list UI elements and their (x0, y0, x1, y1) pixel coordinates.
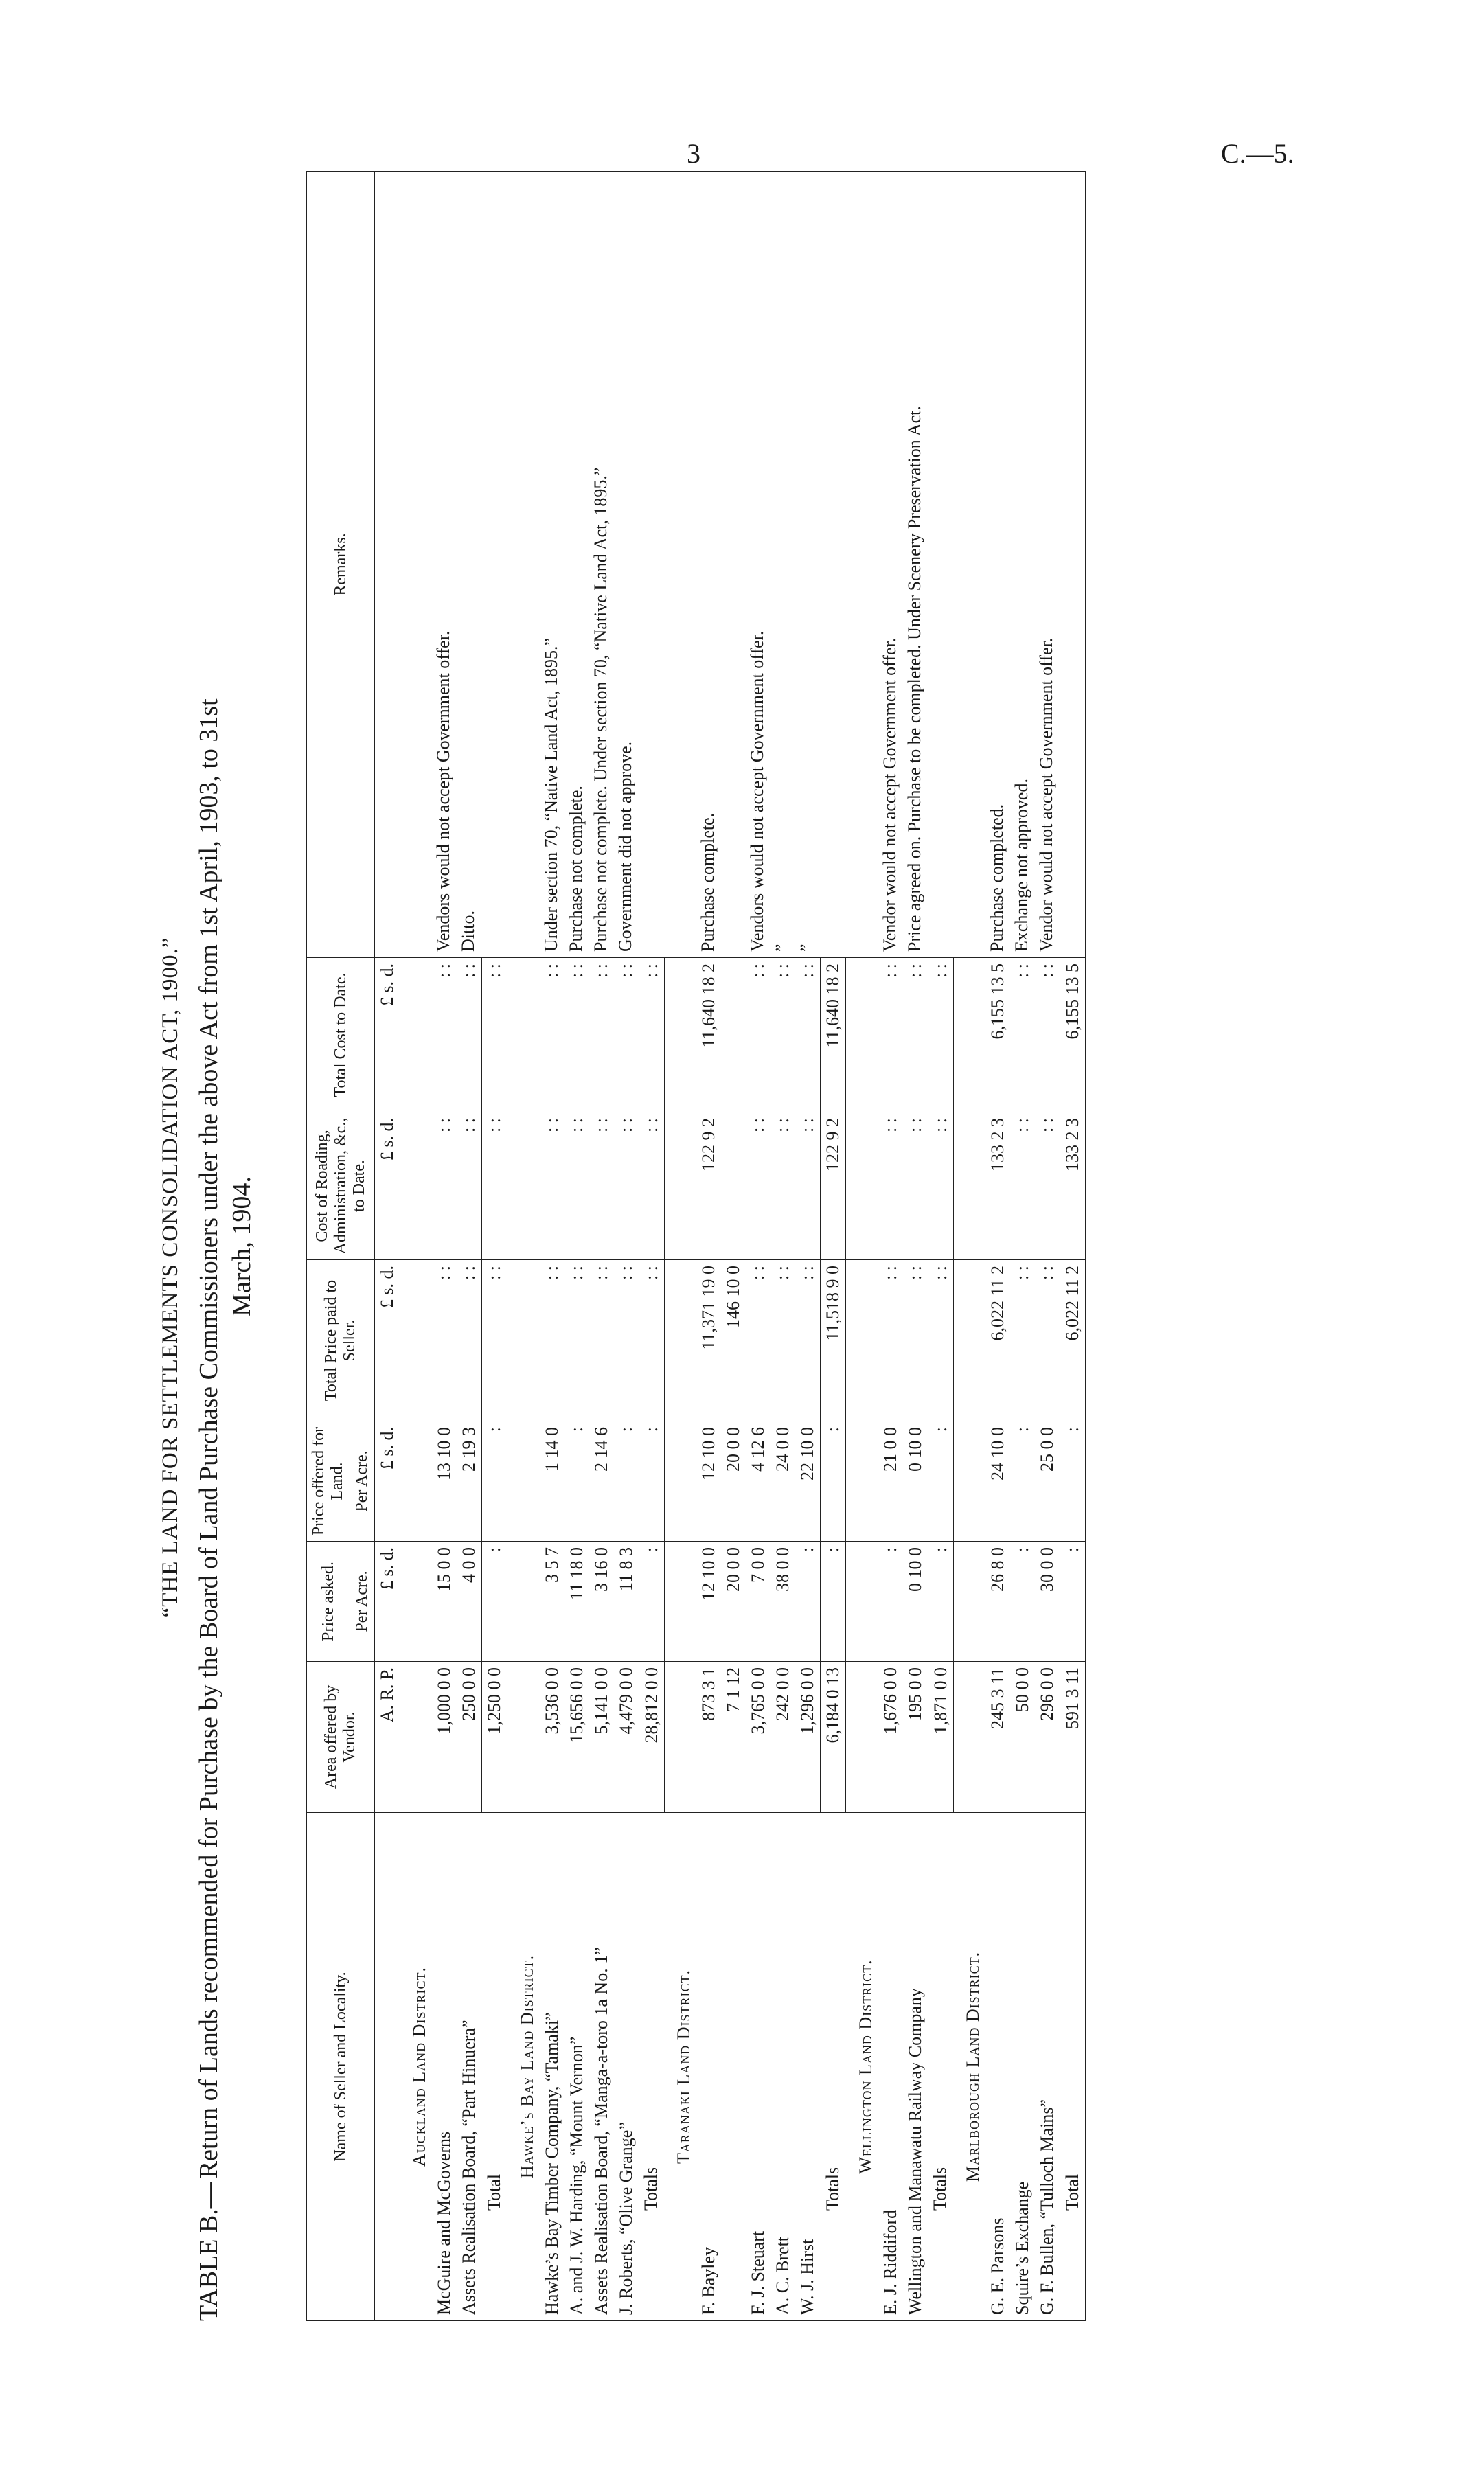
empty-cell (953, 172, 985, 958)
cost-roading: 133 2 3 (985, 1112, 1010, 1260)
total-asked: : (482, 1542, 507, 1662)
total-label: Totals (821, 1813, 846, 2321)
district-heading: Hawke’s Bay Land District. (507, 1813, 540, 2321)
empty-cell (400, 1662, 432, 1813)
unit-total-price: £ s. d. (375, 1260, 400, 1421)
total-offered: : (928, 1421, 953, 1542)
remarks: Purchase completed. (985, 172, 1010, 958)
district-heading: Taranaki Land District. (664, 1813, 696, 2321)
cost-roading: : : (903, 1112, 928, 1260)
table-body (375, 172, 1086, 2321)
remarks: Vendor would not accept Government offer. (878, 172, 903, 958)
seller-name: W. J. Hirst (795, 1813, 821, 2321)
seller-name: J. Roberts, “Olive Grange” (614, 1813, 639, 2321)
empty-cell (664, 1260, 696, 1421)
empty-cell (400, 1260, 432, 1421)
empty-cell (400, 1112, 432, 1260)
total-label: Total (482, 1813, 507, 2321)
remarks: Ditto. (457, 172, 482, 958)
total-cost: : : (589, 958, 614, 1112)
remarks (721, 172, 746, 958)
total-cost: : : (795, 958, 821, 1112)
total-cost: : : (564, 958, 589, 1112)
price-offered-per-acre: 24 10 0 (985, 1421, 1010, 1542)
table-row (1010, 172, 1035, 2321)
price-offered-per-acre: : (564, 1421, 589, 1542)
price-offered-per-acre: 1 14 0 (540, 1421, 564, 1542)
district-heading-row (664, 172, 696, 2321)
empty-cell (846, 1421, 878, 1542)
remarks: Purchase not complete. (564, 172, 589, 958)
header-price-offered: Price offered for Land. (306, 1421, 350, 1542)
district-heading: Marlborough Land District. (953, 1813, 985, 2321)
price-offered-per-acre: 24 0 0 (770, 1421, 795, 1542)
remarks: Exchange not approved. (1010, 172, 1035, 958)
total-price-paid: : : (564, 1260, 589, 1421)
empty-cell (664, 172, 696, 958)
price-asked-per-acre: 38 0 0 (770, 1542, 795, 1662)
remarks: Vendor would not accept Government offer. (1035, 172, 1060, 958)
price-asked-per-acre: 15 0 0 (432, 1542, 457, 1662)
price-asked-per-acre: : (1010, 1542, 1035, 1662)
seller-name: G. F. Bullen, “Tulloch Mains” (1035, 1813, 1060, 2321)
price-offered-per-acre: 2 14 6 (589, 1421, 614, 1542)
remarks: Purchase not complete. Under section 70, “Native Land Act, 1895.” (589, 172, 614, 958)
empty-cell (953, 958, 985, 1112)
total-cost: : : (770, 958, 795, 1112)
seller-name: G. E. Parsons (985, 1813, 1010, 2321)
total-label: Totals (639, 1813, 664, 2321)
table-caption (192, 172, 258, 2321)
empty-cell (846, 172, 878, 958)
remarks: ” (795, 172, 821, 958)
table-row (589, 172, 614, 2321)
empty-cell (846, 1662, 878, 1813)
empty-cell (664, 1542, 696, 1662)
cost-roading: : : (1035, 1112, 1060, 1260)
empty-cell (953, 1542, 985, 1662)
cost-roading: : : (878, 1112, 903, 1260)
seller-name: Wellington and Manawatu Railway Company (903, 1813, 928, 2321)
price-asked-per-acre: 0 10 0 (903, 1542, 928, 1662)
empty-cell (953, 1421, 985, 1542)
total-price-paid: 146 10 0 (721, 1260, 746, 1421)
total-area: 6,184 0 13 (821, 1662, 846, 1813)
table-row (985, 172, 1010, 2321)
price-asked-per-acre: 26 8 0 (985, 1542, 1010, 1662)
seller-name: E. J. Riddiford (878, 1813, 903, 2321)
caption-text: Return of Lands recommended for Purchase by the Board of Land Purchase Commissioners under the above Act from 1st April, 1903, to 31st (194, 698, 223, 2179)
table-row (432, 172, 457, 2321)
total-price-sum: : : (928, 1260, 953, 1421)
price-offered-per-acre: 22 10 0 (795, 1421, 821, 1542)
cost-roading: : : (746, 1112, 770, 1260)
unit-roading: £ s. d. (375, 1112, 400, 1260)
empty-cell (928, 172, 953, 958)
area-offered: 15,656 0 0 (564, 1662, 589, 1813)
header-price-asked: Price asked. (306, 1542, 350, 1662)
table-row (770, 172, 795, 2321)
header-area: Area offered by Vendor. (306, 1662, 375, 1813)
total-row (1060, 172, 1086, 2321)
area-offered: 5,141 0 0 (589, 1662, 614, 1813)
unit-total-cost: £ s. d. (375, 958, 400, 1112)
total-price-paid: 11,371 19 0 (696, 1260, 721, 1421)
price-asked-per-acre: 7 0 0 (746, 1542, 770, 1662)
rotated-table-page (158, 144, 1435, 2410)
total-price-paid: : : (540, 1260, 564, 1421)
district-heading: Wellington Land District. (846, 1813, 878, 2321)
total-roading-sum: : : (928, 1112, 953, 1260)
empty-cell (664, 1112, 696, 1260)
empty-cell (821, 172, 846, 958)
empty-cell (400, 1421, 432, 1542)
empty-cell (482, 172, 507, 958)
empty-cell (664, 958, 696, 1112)
area-offered: 195 0 0 (903, 1662, 928, 1813)
header-cost-roading: Cost of Roading, Administration, &c., to Date. (306, 1112, 375, 1260)
total-cost: : : (1035, 958, 1060, 1112)
caption-continuation: March, 1904. (227, 1176, 256, 1316)
empty-cell (400, 172, 432, 958)
remarks: Vendors would not accept Government offer. (432, 172, 457, 958)
total-asked: : (928, 1542, 953, 1662)
total-cost: 11,640 18 2 (696, 958, 721, 1112)
seller-name: McGuire and McGoverns (432, 1813, 457, 2321)
paper-code: C.—5. (1221, 138, 1294, 169)
total-price-paid: : : (903, 1260, 928, 1421)
empty-cell (507, 1662, 540, 1813)
price-offered-per-acre: : (614, 1421, 639, 1542)
seller-name: Hawke’s Bay Timber Company, “Tamaki” (540, 1813, 564, 2321)
seller-name: Squire’s Exchange (1010, 1813, 1035, 2321)
cost-roading: : : (564, 1112, 589, 1260)
total-cost: : : (903, 958, 928, 1112)
empty-cell (953, 1260, 985, 1421)
cost-roading (721, 1112, 746, 1260)
total-row (639, 172, 664, 2321)
total-price-paid: : : (746, 1260, 770, 1421)
total-cost: : : (746, 958, 770, 1112)
total-row (821, 172, 846, 2321)
seller-name: Assets Realisation Board, “Manga-a-toro 1a No. 1” (589, 1813, 614, 2321)
act-title: “THE LAND FOR SETTLEMENTS CONSOLIDATION ACT, 1900.” (158, 937, 183, 1618)
header-total-cost: Total Cost to Date. (306, 958, 375, 1112)
total-offered: : (1060, 1421, 1086, 1542)
cost-roading: : : (540, 1112, 564, 1260)
area-offered: 296 0 0 (1035, 1662, 1060, 1813)
total-cost (721, 958, 746, 1112)
empty-cell (400, 958, 432, 1112)
price-offered-per-acre: 4 12 6 (746, 1421, 770, 1542)
unit-offered: £ s. d. (375, 1421, 400, 1542)
district-heading-row (507, 172, 540, 2321)
header-remarks: Remarks. (306, 172, 375, 958)
caption-lead: TABLE B.— (194, 2182, 223, 2321)
header-per-acre-asked: Per Acre. (350, 1542, 375, 1662)
total-price-paid: : : (457, 1260, 482, 1421)
total-area: 28,812 0 0 (639, 1662, 664, 1813)
seller-name: F. J. Steuart (746, 1813, 770, 2321)
price-asked-per-acre: 11 8 3 (614, 1542, 639, 1662)
area-offered: 873 3 1 (696, 1662, 721, 1813)
total-price-paid: : : (432, 1260, 457, 1421)
seller-name (721, 1813, 746, 2321)
unit-area: A. R. P. (375, 1662, 400, 1813)
cost-roading: : : (589, 1112, 614, 1260)
seller-name: F. Bayley (696, 1813, 721, 2321)
cost-roading: : : (432, 1112, 457, 1260)
total-price-paid: : : (614, 1260, 639, 1421)
area-offered: 242 0 0 (770, 1662, 795, 1813)
total-cost: : : (432, 958, 457, 1112)
total-offered: : (482, 1421, 507, 1542)
total-area: 1,250 0 0 (482, 1662, 507, 1813)
total-cost: : : (1010, 958, 1035, 1112)
empty-cell (400, 1542, 432, 1662)
table-row (540, 172, 564, 2321)
total-price-paid: : : (878, 1260, 903, 1421)
price-asked-per-acre: 4 0 0 (457, 1542, 482, 1662)
total-cost: : : (457, 958, 482, 1112)
empty-cell (846, 1542, 878, 1662)
district-heading-row (400, 172, 432, 2321)
empty-cell (953, 1112, 985, 1260)
total-price-paid: 6,022 11 2 (985, 1260, 1010, 1421)
total-cost: : : (540, 958, 564, 1112)
price-asked-per-acre: : (795, 1542, 821, 1662)
price-asked-per-acre: 30 0 0 (1035, 1542, 1060, 1662)
total-offered: : (821, 1421, 846, 1542)
total-row (928, 172, 953, 2321)
table-row (721, 172, 746, 2321)
remarks: Vendors would not accept Government offer. (746, 172, 770, 958)
total-cost: : : (614, 958, 639, 1112)
total-roading-sum: : : (482, 1112, 507, 1260)
table-row (746, 172, 770, 2321)
cost-roading: : : (795, 1112, 821, 1260)
empty-cell (846, 958, 878, 1112)
total-roading-sum: 133 2 3 (1060, 1112, 1086, 1260)
price-asked-per-acre: 11 18 0 (564, 1542, 589, 1662)
empty-cell (507, 1542, 540, 1662)
total-row (482, 172, 507, 2321)
total-cost-sum: : : (639, 958, 664, 1112)
cost-roading: : : (614, 1112, 639, 1260)
table-row (903, 172, 928, 2321)
remarks: ” (770, 172, 795, 958)
total-cost-sum: : : (482, 958, 507, 1112)
empty-cell (953, 1662, 985, 1813)
area-offered: 250 0 0 (457, 1662, 482, 1813)
cost-roading: : : (1010, 1112, 1035, 1260)
price-offered-per-acre: 2 19 3 (457, 1421, 482, 1542)
price-asked-per-acre: 12 10 0 (696, 1542, 721, 1662)
area-offered: 1,296 0 0 (795, 1662, 821, 1813)
header-name: Name of Seller and Locality. (306, 1813, 375, 2321)
area-offered: 3,765 0 0 (746, 1662, 770, 1813)
total-price-paid: : : (1035, 1260, 1060, 1421)
total-price-paid: : : (795, 1260, 821, 1421)
empty-cell (664, 1421, 696, 1542)
empty-cell (664, 1662, 696, 1813)
seller-name: A. C. Brett (770, 1813, 795, 2321)
total-cost-sum: 11,640 18 2 (821, 958, 846, 1112)
empty-cell (507, 958, 540, 1112)
cost-roading: : : (457, 1112, 482, 1260)
cost-roading: 122 9 2 (696, 1112, 721, 1260)
empty-cell (507, 1421, 540, 1542)
price-offered-per-acre: : (1010, 1421, 1035, 1542)
return-table (306, 171, 1086, 2321)
total-label: Total (1060, 1813, 1086, 2321)
table-row (457, 172, 482, 2321)
price-offered-per-acre: 13 10 0 (432, 1421, 457, 1542)
total-price-sum: 11,518 9 0 (821, 1260, 846, 1421)
district-heading-row (953, 172, 985, 2321)
district-heading-row (846, 172, 878, 2321)
header-per-acre-offered: Per Acre. (350, 1421, 375, 1542)
total-cost-sum: : : (928, 958, 953, 1112)
seller-name: Assets Realisation Board, “Part Hinuera” (457, 1813, 482, 2321)
empty-cell (1060, 172, 1086, 958)
total-price-sum: : : (639, 1260, 664, 1421)
area-offered: 245 3 11 (985, 1662, 1010, 1813)
total-offered: : (639, 1421, 664, 1542)
total-asked: : (821, 1542, 846, 1662)
empty-cell (507, 1112, 540, 1260)
price-offered-per-acre: 0 10 0 (903, 1421, 928, 1542)
price-asked-per-acre: 3 5 7 (540, 1542, 564, 1662)
table-row (564, 172, 589, 2321)
table-row (614, 172, 639, 2321)
remarks: Price agreed on. Purchase to be completed. Under Scenery Preservation Act. (903, 172, 928, 958)
remarks: Government did not approve. (614, 172, 639, 958)
empty-cell (507, 172, 540, 958)
empty-cell (846, 1112, 878, 1260)
price-offered-per-acre: 20 0 0 (721, 1421, 746, 1542)
area-offered: 1,000 0 0 (432, 1662, 457, 1813)
area-offered: 7 1 12 (721, 1662, 746, 1813)
empty-cell (846, 1260, 878, 1421)
total-cost: : : (878, 958, 903, 1112)
table-row (696, 172, 721, 2321)
total-cost-sum: 6,155 13 5 (1060, 958, 1086, 1112)
table-row (878, 172, 903, 2321)
total-price-sum: 6,022 11 2 (1060, 1260, 1086, 1421)
price-offered-per-acre: 12 10 0 (696, 1421, 721, 1542)
page-number: 3 (687, 138, 700, 169)
table-row (795, 172, 821, 2321)
units-row (375, 172, 400, 2321)
total-area: 591 3 11 (1060, 1662, 1086, 1813)
total-area: 1,871 0 0 (928, 1662, 953, 1813)
area-offered: 4,479 0 0 (614, 1662, 639, 1813)
total-label: Totals (928, 1813, 953, 2321)
total-price-paid: : : (589, 1260, 614, 1421)
total-asked: : (639, 1542, 664, 1662)
header-total-price: Total Price paid to Seller. (306, 1260, 375, 1421)
area-offered: 1,676 0 0 (878, 1662, 903, 1813)
price-offered-per-acre: 21 0 0 (878, 1421, 903, 1542)
total-roading-sum: 122 9 2 (821, 1112, 846, 1260)
empty-cell (507, 1260, 540, 1421)
price-offered-per-acre: 25 0 0 (1035, 1421, 1060, 1542)
table-row (1035, 172, 1060, 2321)
seller-name: A. and J. W. Harding, “Mount Vernon” (564, 1813, 589, 2321)
total-asked: : (1060, 1542, 1086, 1662)
unit-asked: £ s. d. (375, 1542, 400, 1662)
total-roading-sum: : : (639, 1112, 664, 1260)
total-price-paid: : : (770, 1260, 795, 1421)
total-cost: 6,155 13 5 (985, 958, 1010, 1112)
price-asked-per-acre: : (878, 1542, 903, 1662)
area-offered: 3,536 0 0 (540, 1662, 564, 1813)
total-price-sum: : : (482, 1260, 507, 1421)
price-asked-per-acre: 20 0 0 (721, 1542, 746, 1662)
remarks: Purchase complete. (696, 172, 721, 958)
remarks: Under section 70, “Native Land Act, 1895.” (540, 172, 564, 958)
price-asked-per-acre: 3 16 0 (589, 1542, 614, 1662)
cost-roading: : : (770, 1112, 795, 1260)
total-price-paid: : : (1010, 1260, 1035, 1421)
district-heading: Auckland Land District. (400, 1813, 432, 2321)
area-offered: 50 0 0 (1010, 1662, 1035, 1813)
empty-cell (639, 172, 664, 958)
